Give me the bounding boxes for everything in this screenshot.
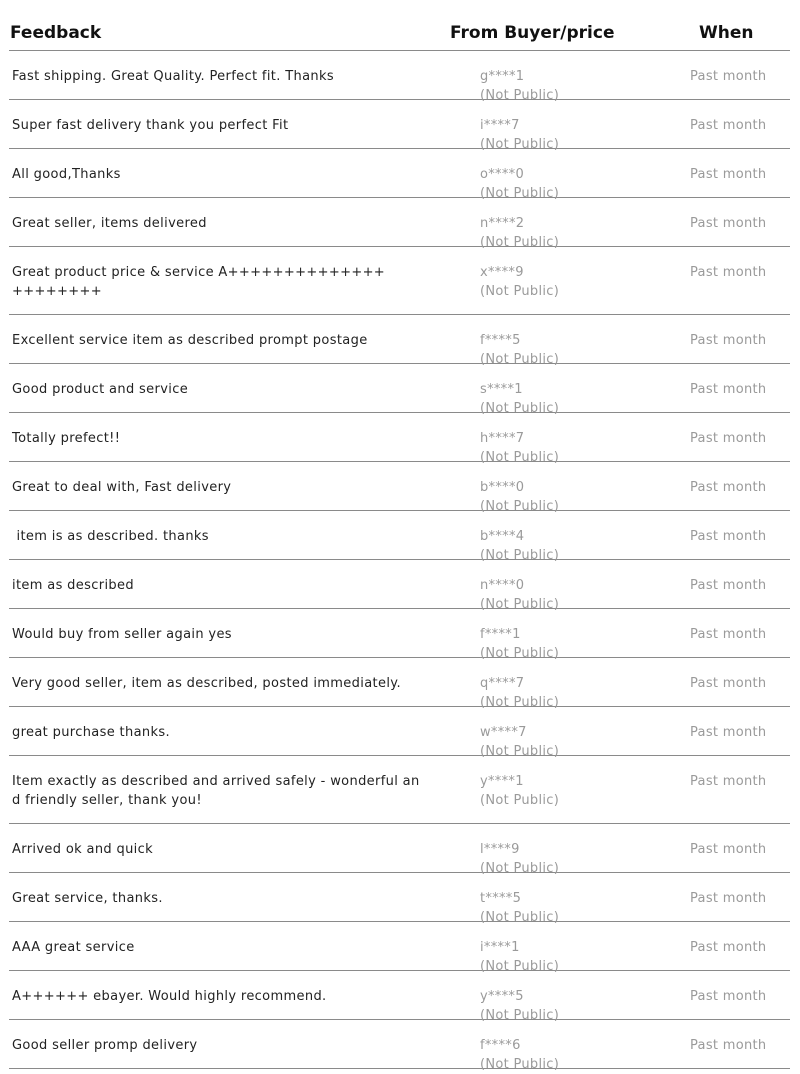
buyer-id: n****2 (480, 216, 525, 231)
feedback-text: Fast shipping. Great Quality. Perfect fit. Thanks (12, 69, 334, 84)
feedback-text: Good product and service (12, 382, 189, 397)
table-row (9, 971, 790, 1023)
feedback-text: Great seller, items delivered (12, 216, 207, 231)
table-row (9, 511, 790, 563)
buyer-privacy: (Not Public) (480, 352, 560, 367)
buyer-privacy: (Not Public) (480, 499, 560, 514)
buyer-privacy: (Not Public) (480, 744, 560, 759)
feedback-text: Very good seller, item as described, posted immediately. (12, 676, 401, 691)
buyer-id: i****7 (480, 118, 520, 133)
buyer-cell (480, 772, 559, 810)
when-text: Past month (690, 1038, 767, 1053)
feedback-text: Great service, thanks. (12, 891, 163, 906)
when-text: Past month (690, 891, 767, 906)
when-text: Past month (690, 725, 767, 740)
table-row (9, 1020, 790, 1072)
table-row (9, 824, 790, 876)
when-text: Past month (690, 118, 767, 133)
table-row (9, 364, 790, 416)
table-row (9, 756, 790, 824)
buyer-cell (480, 1036, 559, 1074)
feedback-text: Totally prefect!! (12, 431, 121, 446)
table-row (9, 100, 790, 152)
table-row (9, 873, 790, 925)
buyer-id: f****1 (480, 627, 521, 642)
buyer-privacy: (Not Public) (480, 910, 560, 925)
when-text: Past month (690, 529, 767, 544)
when-text: Past month (690, 333, 767, 348)
buyer-privacy: (Not Public) (480, 284, 560, 299)
table-row (9, 560, 790, 612)
table-row (9, 51, 790, 103)
table-header (9, 0, 790, 51)
header-from-buyer: From Buyer/price (450, 23, 615, 43)
table-row (9, 707, 790, 759)
buyer-privacy: (Not Public) (480, 88, 560, 103)
buyer-id: y****5 (480, 989, 524, 1004)
feedback-text: Great to deal with, Fast delivery (12, 480, 232, 495)
table-row (9, 149, 790, 201)
buyer-id: x****9 (480, 265, 524, 280)
when-text: Past month (690, 676, 767, 691)
when-text: Past month (690, 69, 767, 84)
feedback-text: Arrived ok and quick (12, 842, 154, 857)
buyer-privacy: (Not Public) (480, 1008, 560, 1023)
table-row (9, 922, 790, 974)
when-text: Past month (690, 167, 767, 182)
table-row (9, 609, 790, 661)
buyer-privacy: (Not Public) (480, 401, 560, 416)
feedback-text: Would buy from seller again yes (12, 627, 232, 642)
buyer-id: l****9 (480, 842, 520, 857)
buyer-id: w****7 (480, 725, 527, 740)
when-text: Past month (690, 627, 767, 642)
buyer-privacy: (Not Public) (480, 597, 560, 612)
buyer-id: i****1 (480, 940, 520, 955)
feedback-text: great purchase thanks. (12, 725, 170, 740)
buyer-privacy: (Not Public) (480, 1057, 560, 1072)
buyer-privacy: (Not Public) (480, 548, 560, 563)
buyer-id: y****1 (480, 774, 524, 789)
buyer-id: f****5 (480, 333, 521, 348)
buyer-privacy: (Not Public) (480, 186, 560, 201)
when-text: Past month (690, 940, 767, 955)
feedback-text: Excellent service item as described prompt postage (12, 333, 368, 348)
buyer-id: f****6 (480, 1038, 521, 1053)
feedback-text: Super fast delivery thank you perfect Fit (12, 118, 289, 133)
buyer-privacy: (Not Public) (480, 646, 560, 661)
buyer-id: b****0 (480, 480, 525, 495)
buyer-privacy: (Not Public) (480, 450, 560, 465)
buyer-id: s****1 (480, 382, 523, 397)
table-row (9, 247, 790, 315)
feedback-text: Great product price & service A++++++++++++++++++++++ (12, 265, 386, 299)
buyer-id: t****5 (480, 891, 522, 906)
table-row (9, 315, 790, 367)
buyer-privacy: (Not Public) (480, 137, 560, 152)
table-row (9, 198, 790, 250)
buyer-privacy: (Not Public) (480, 861, 560, 876)
buyer-privacy: (Not Public) (480, 695, 560, 710)
header-when: When (699, 23, 754, 43)
buyer-id: n****0 (480, 578, 525, 593)
buyer-privacy: (Not Public) (480, 235, 560, 250)
buyer-privacy: (Not Public) (480, 959, 560, 974)
feedback-text: item is as described. thanks (12, 529, 209, 544)
when-text: Past month (690, 431, 767, 446)
table-row (9, 658, 790, 710)
when-text: Past month (690, 578, 767, 593)
when-text: Past month (690, 382, 767, 397)
feedback-rows (0, 51, 800, 1072)
when-text: Past month (690, 842, 767, 857)
header-feedback: Feedback (10, 23, 102, 43)
buyer-id: g****1 (480, 69, 525, 84)
feedback-text: All good,Thanks (12, 167, 121, 182)
when-text: Past month (690, 480, 767, 495)
feedback-text: item as described (12, 578, 134, 593)
buyer-privacy: (Not Public) (480, 793, 560, 808)
table-row (9, 413, 790, 465)
feedback-text: Good seller promp delivery (12, 1038, 198, 1053)
when-text: Past month (690, 216, 767, 231)
buyer-id: o****0 (480, 167, 525, 182)
when-text: Past month (690, 774, 767, 789)
table-row (9, 462, 790, 514)
feedback-text: Item exactly as described and arrived safely - wonderful and friendly seller, thank you! (12, 774, 420, 808)
buyer-id: h****7 (480, 431, 525, 446)
feedback-text: AAA great service (12, 940, 135, 955)
when-text: Past month (690, 989, 767, 1004)
feedback-text: A++++++ ebayer. Would highly recommend. (12, 989, 327, 1004)
buyer-cell (480, 263, 559, 301)
when-text: Past month (690, 265, 767, 280)
buyer-id: b****4 (480, 529, 525, 544)
buyer-id: q****7 (480, 676, 525, 691)
